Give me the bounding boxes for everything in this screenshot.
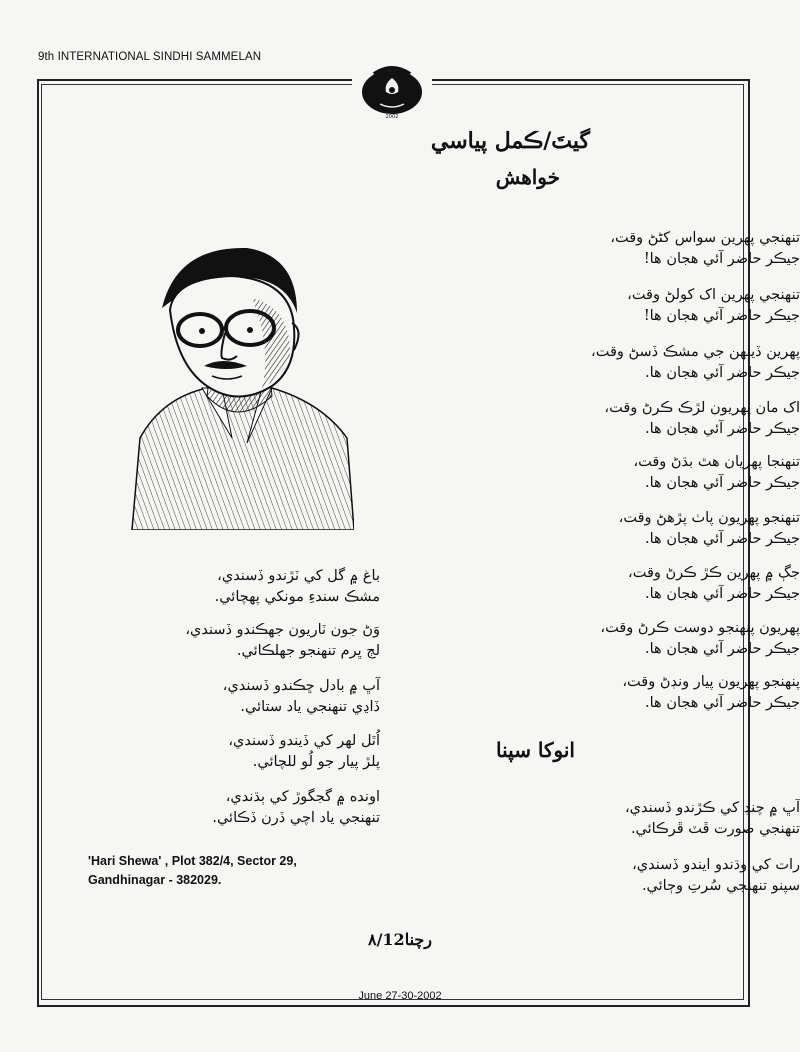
verse-line: وَڻ جون ٽاريون جهڪندو ڏسندي، — [185, 622, 380, 638]
stanza — [604, 398, 800, 440]
verse-line: اُٿل لهر کي ڏيندو ڏسندي، — [228, 733, 380, 749]
svg-text:2002: 2002 — [385, 114, 399, 120]
verse-line: جيڪر حاضر آئي هجان ها! — [643, 251, 800, 267]
stanza — [628, 563, 800, 605]
verse-line: جيڪر حاضر آئي هجان ها. — [645, 365, 800, 381]
poem-title: گيتَ/ڪمل پياسي — [430, 128, 590, 154]
verse-line: تنهنجو پهريون پاٺ پڙهڻ وقت، — [618, 510, 800, 526]
sammelan-logo — [352, 60, 432, 120]
verse-line: تنهنجي ياد اچي ڏرن ڏڪائي. — [212, 810, 380, 826]
verse-line: پلڙ پيار جو لُو للچائي. — [252, 754, 380, 770]
stanza — [619, 508, 800, 550]
verse-line: پهرين ڏينهن جي مشڪ ڏسڻ وقت، — [591, 344, 800, 360]
page-number: رچنا۸/12 — [367, 930, 433, 949]
verse-line: آڀ ۾ بادل ڇڪندو ڏسندي، — [222, 678, 380, 694]
stanza — [600, 618, 800, 660]
verse-line: تنهنجي صورت ڦٽ ڦرڪائي. — [630, 821, 800, 837]
verse-line: اک مان پهريون لڙڪ ڪرڻ وقت، — [604, 400, 800, 416]
verse-line: جيڪر حاضر آئي هجان ها. — [645, 695, 800, 711]
poet-portrait — [122, 238, 354, 530]
stanza — [185, 620, 380, 662]
verse-line: جيڪر حاضر آئي هجان ها! — [643, 308, 800, 324]
verse-line: جيڪر حاضر آئي هجان ها. — [645, 641, 800, 657]
verse-line: باغ ۾ گل کي ٽڙندو ڏسندي، — [217, 568, 380, 584]
verse-line: پهريون پنهنجو دوست ڪرڻ وقت، — [600, 620, 800, 636]
stanza — [223, 676, 380, 718]
running-header: 9th INTERNATIONAL SINDHI SAMMELAN — [38, 51, 262, 63]
verse-line: اونده ۾ گجگوڙ کي ٻڌندي، — [225, 789, 380, 805]
section-title-anokha-sapna: انوکا سپنا — [496, 738, 575, 762]
verse-line: تنهنجي پهرين سواس کڻڻ وقت، — [610, 230, 800, 246]
stanza — [625, 798, 800, 840]
stanza — [215, 566, 380, 608]
stanza — [591, 342, 800, 384]
stanza — [627, 285, 800, 327]
verse-line: تنهنجا پهريان هٿ بڌڻ وقت، — [633, 454, 800, 470]
stanza — [632, 855, 800, 897]
stanza — [228, 731, 380, 773]
address-line: Gandhinagar - 382029. — [88, 873, 222, 887]
verse-line: پنهنجو پهريون پيار ونڊڻ وقت، — [622, 674, 800, 690]
address-line: 'Hari Shewa' , Plot 382/4, Sector 29, — [88, 854, 297, 868]
poet-address — [88, 852, 297, 890]
verse-line: ڏاڍي تنهنجي ياد ستائي. — [240, 699, 380, 715]
stanza — [633, 452, 800, 494]
stanza — [212, 787, 380, 829]
verse-line: رات کي وڌندو ايندو ڏسندي، — [632, 857, 800, 873]
stanza — [622, 672, 800, 714]
verse-line: جڳ ۾ پهرين ڪڙ ڪرڻ وقت، — [628, 565, 800, 581]
verse-line: تنهنجي پهرين اک کولڻ وقت، — [627, 287, 800, 303]
verse-line: آڀ ۾ چنڊ کي ڪڙندو ڏسندي، — [624, 800, 800, 816]
poem-subtitle: خواهش — [495, 165, 560, 189]
verse-line: جيڪر حاضر آئي هجان ها. — [645, 586, 800, 602]
stanza — [610, 228, 800, 270]
verse-line: لڄ ڀرم تنهنجو جهلڪائي. — [236, 643, 380, 659]
running-footer: June 27-30-2002 — [358, 990, 442, 1002]
verse-line: جيڪر حاضر آئي هجان ها. — [645, 475, 800, 491]
verse-line: جيڪر حاضر آئي هجان ها. — [645, 531, 800, 547]
verse-line: جيڪر حاضر آئي هجان ها. — [645, 421, 800, 437]
verse-line: سپنو تنهنجي سُرتِ وڄائي. — [641, 878, 800, 894]
verse-line: مشڪ سندءِ مونکي پهچائي. — [214, 589, 380, 605]
